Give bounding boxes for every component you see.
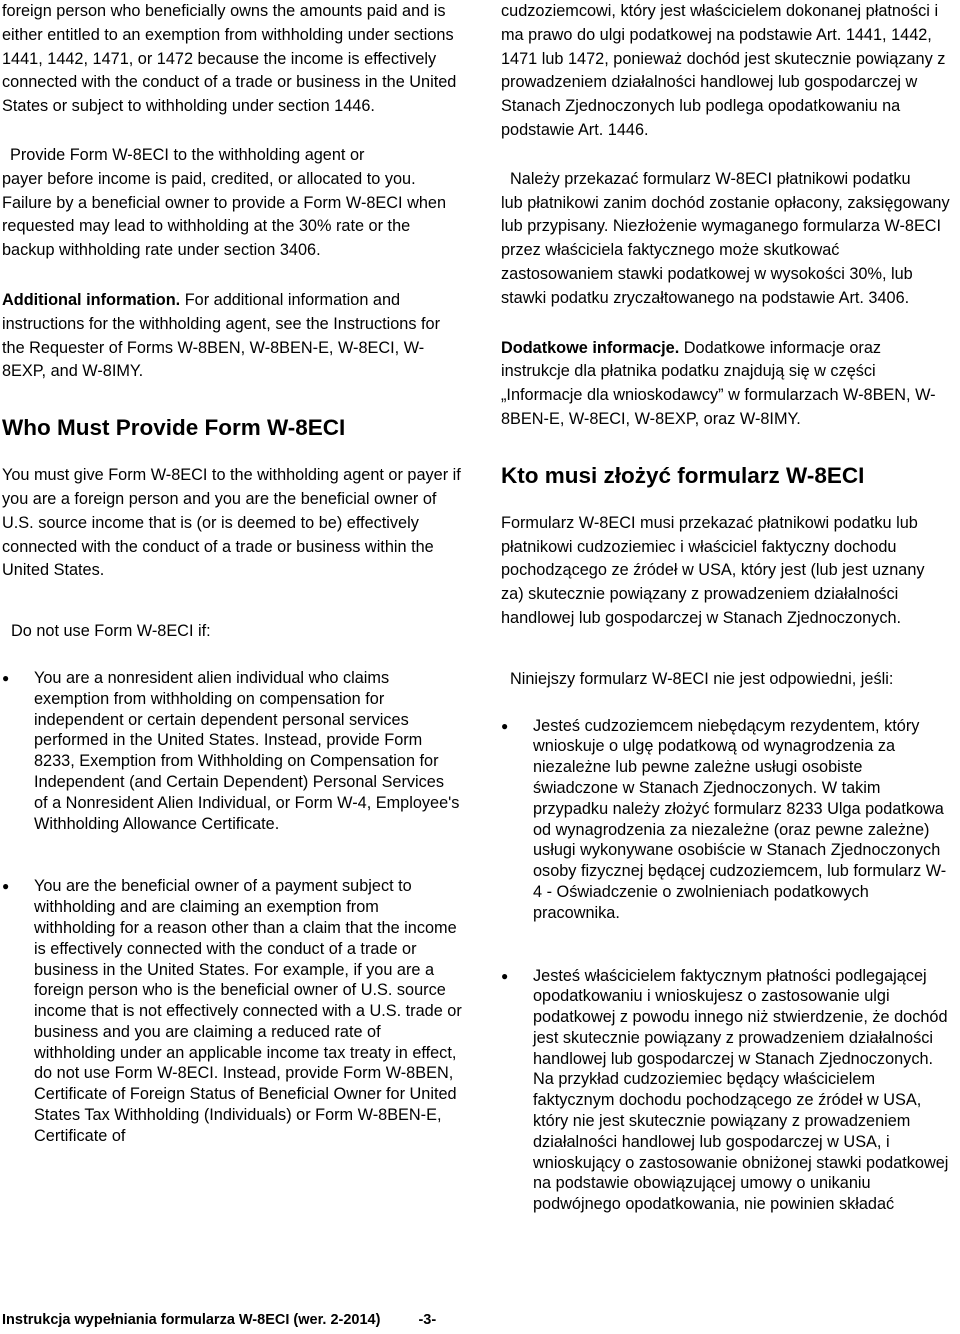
paragraph-who-must-provide: Formularz W-8ECI musi przekazać płatnikowi podatku lub płatnikowi cudzoziemiec i właściciel faktyczny dochodu pochodzącego ze źródeł w USA, który jest (lub jest uznany za) skutecznie powiązany z prowadzeniem działalności handlowej lub gospodarczej w Stanach Zjednoczonych. — [501, 513, 925, 627]
list-item — [2, 668, 462, 834]
do-not-use-list — [501, 716, 951, 1216]
paragraph-provide-form-first-line: Provide Form W-8ECI to the withholding agent or — [10, 145, 365, 164]
list-item-text: Jesteś cudzoziemcem niebędącym rezydentem, który wnioskuje o ulgę podatkową od wynagrodzenia za niezależne lub pewne zależne usługi osobiste świadczone w Stanach Zjednoczonych. W takim przypadku należy złożyć formularz 8233 Ulga podatkowa od wynagrodzenia za niezależne (oraz pewne zależne) usługi wykonywane osobiście w Stanach Zjednoczonych osoby fizycznej będącej cudzoziemcem, lub formularz W-4 - Oświadczenie o zwolnieniach podatkowych pracownika. — [533, 716, 947, 922]
additional-information-label: Dodatkowe informacje. — [501, 338, 680, 357]
footer-title: Instrukcja wypełniania formularza W-8ECI (wer. 2-2014) — [2, 1312, 381, 1328]
list-item — [501, 966, 951, 1216]
list-item-text: You are a nonresident alien individual who claims exemption from withholding on compensation for independent or certain dependent personal services performed in the United States. Instead, provide Form 8233, Exemption from Withholding on Compensation for Independent (and Certain Dependent) Personal Services of a Nonresident Alien Individual, or Form W-4, Employee's Withholding Allowance Certificate. — [34, 668, 460, 833]
paragraph-provide-form — [501, 168, 951, 311]
paragraph-exemption-conditions: cudzoziemcowi, który jest właścicielem dokonanej płatności i ma prawo do ulgi podatkowej na podstawie Art. 1441, 1442, 1471 lub 1472, ponieważ dochód jest skutecznie powiązany z prowadzeniem działalności handlowej lub gospodarczej w Stanach Zjednoczonych lub podlega opodatkowaniu na podstawie Art. 1446. — [501, 2, 946, 139]
paragraph-provide-form-rest: lub płatnikowi zanim dochód zostanie opłacony, zaksięgowany lub przypisany. Niezłożenie wymaganego formularza W-8ECI przez właściciela faktycznego może skutkować zastosowaniem stawki podatkowej w wysokości 30%, lub stawki podatku zryczałtowanego na podstawie Art. 3406. — [501, 193, 950, 307]
paragraph-provide-form-first-line: Należy przekazać formularz W-8ECI płatnikowi podatku — [510, 169, 911, 188]
do-not-use-label: Do not use Form W-8ECI if: — [11, 622, 211, 641]
list-item — [501, 716, 951, 924]
additional-information-label: Additional information. — [2, 290, 181, 309]
paragraph-additional-information — [501, 337, 951, 432]
page-footer — [2, 1312, 436, 1328]
bullet-icon: ● — [501, 718, 509, 733]
bullet-icon: ● — [2, 670, 10, 685]
paragraph-additional-information — [2, 289, 462, 384]
additional-information-text: For additional information and instructions for the withholding agent, see the Instructions for the Requester of Forms W-8BEN, W-8BEN-E, W-8ECI, W-8EXP, and W-8IMY. — [2, 290, 441, 381]
paragraph-provide-form — [2, 144, 462, 263]
polish-column — [501, 0, 951, 1215]
english-column — [2, 0, 462, 1147]
section-heading-who-must-provide: Kto musi złożyć formularz W-8ECI — [501, 462, 865, 488]
paragraph-exemption-conditions: foreign person who beneficially owns the amounts paid and is either entitled to an exemption from withholding under sections 1441, 1442, 1471, or 1472 because the income is effectively connected with the conduct of a trade or business in the United States or subject to withholding under section 1446. — [2, 2, 457, 116]
paragraph-who-must-provide: You must give Form W-8ECI to the withholding agent or payer if you are a foreign person and you are the beneficial owner of U.S. source income that is (or is deemed to be) effectively connected with the conduct of a trade or business within the United States. — [2, 466, 461, 580]
page-number: -3- — [418, 1312, 437, 1328]
list-item-text: Jesteś właścicielem faktycznym płatności podlegającej opodatkowaniu i wnioskujesz o zastosowanie ulgi podatkowej z powodu innego niż stwierdzenie, że dochód jest skutecznie powiązany z prowadzeniem działalności handlowej lub gospodarczej w Stanach Zjednoczonych. Na przykład cudzoziemiec będący właścicielem faktycznym dochodu pochodzącego ze źródeł w USA, który nie jest skutecznie powiązany z prowadzeniem działalności handlowej lub gospodarczej w USA, i wnioskujący o zastosowanie obniżonej stawki podatkowej na podstawie obowiązującej umowy o unikaniu podwójnego opodatkowania, nie powinien składać — [533, 966, 949, 1214]
additional-information-text: Dodatkowe informacje oraz instrukcje dla płatnika podatku znajdują się w części „Informacje dla wnioskodawcy” w formularzach W-8BEN, W-8BEN-E, W-8ECI, W-8EXP, oraz W-8IMY. — [501, 338, 936, 428]
paragraph-provide-form-rest: payer before income is paid, credited, or allocated to you. Failure by a beneficial owner to provide a Form W-8ECI when requested may lead to withholding at the 30% rate or the backup withholding rate under section 3406. — [2, 169, 447, 260]
do-not-use-label: Niniejszy formularz W-8ECI nie jest odpowiedni, jeśli: — [510, 669, 894, 688]
list-item — [2, 876, 462, 1146]
do-not-use-list — [2, 668, 462, 1147]
list-item-text: You are the beneficial owner of a payment subject to withholding and are claiming an exemption from withholding for a reason other than a claim that the income is effectively connected with the conduct of a trade or business in the United States. For example, if you are a foreign person who is the beneficial owner of U.S. source income that is not effectively connected with a U.S. trade or business and you are claiming a reduced rate of withholding under an applicable income tax treaty in effect, do not use Form W-8ECI. Instead, provide Form W-8BEN, Certificate of Foreign Status of Beneficial Owner for United States Tax Withholding (Individuals) or Form W-8BEN-E, Certificate of — [34, 877, 462, 1145]
bullet-icon: ● — [501, 968, 509, 983]
section-heading-who-must-provide: Who Must Provide Form W-8ECI — [2, 415, 346, 441]
bullet-icon: ● — [2, 879, 10, 894]
